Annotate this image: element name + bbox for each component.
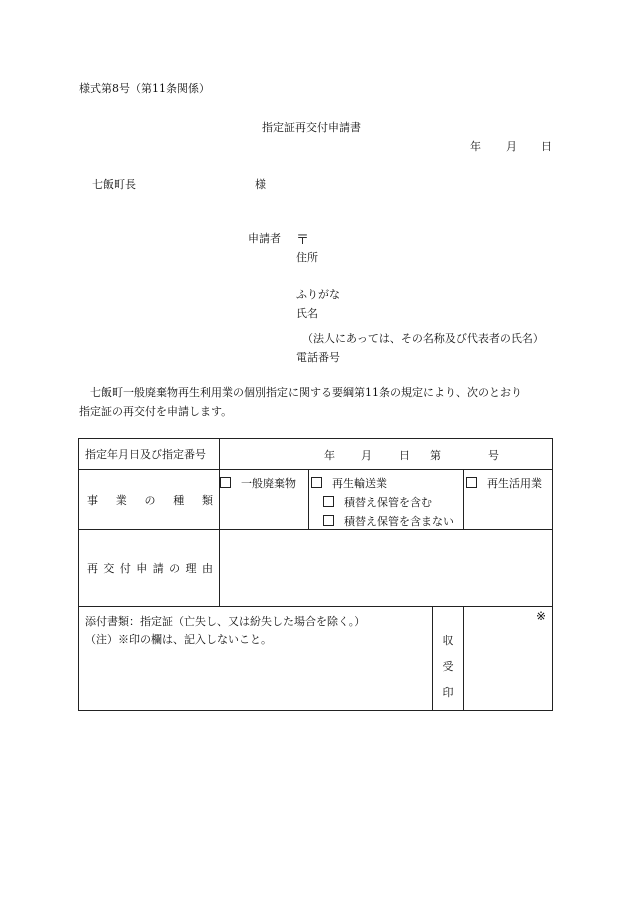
body-text-line2: 指定証の再交付を申請します。 [79, 405, 233, 418]
body-text-line1: 七飯町一般廃棄物再生利用業の個別指定に関する要綱第11条の規定により、次のとおり [90, 386, 522, 399]
date-month: 月 [506, 140, 517, 153]
option-reuse[interactable]: 再生活用業 [464, 470, 553, 530]
table-row [79, 607, 553, 711]
checkbox-transport[interactable] [311, 477, 322, 488]
receipt-stamp-label: 収 受 印 [433, 607, 464, 711]
option-transport[interactable]: 再生輸送業 積替え保管を含む 積替え保管を含まない [309, 470, 464, 530]
name-label: 氏名 [296, 307, 318, 320]
form-title: 指定証再交付申請書 [262, 121, 361, 134]
reference-mark: ※ [535, 609, 546, 623]
addressee-honorific: 様 [255, 178, 266, 191]
designation-date-number-field[interactable] [220, 439, 553, 470]
receipt-stamp-field [464, 607, 553, 711]
name-note: （法人にあっては、その名称及び代表者の氏名） [302, 332, 544, 345]
designation-date-number-label: 指定年月日及び指定番号 [79, 439, 220, 470]
business-type-label: 事 業 の 種 類 [79, 470, 220, 530]
note-line: （注）※印の欄は、記入しないこと。 [85, 633, 272, 646]
checkbox-transfer-storage-excl[interactable] [323, 515, 334, 526]
checkbox-general-waste[interactable] [220, 477, 231, 488]
date-day: 日 [541, 140, 552, 153]
table-row [79, 530, 553, 607]
row1-year: 年 [324, 449, 335, 462]
furigana-label: ふりがな [296, 288, 340, 301]
application-table [78, 438, 553, 711]
reissue-reason-label: 再 交 付 申 請 の 理 由 [79, 530, 220, 607]
date-year: 年 [470, 140, 481, 153]
addressee-name: 七飯町長 [92, 178, 136, 191]
checkbox-transfer-storage-incl[interactable] [323, 496, 334, 507]
attachment-notes [79, 607, 433, 711]
reissue-reason-field[interactable] [220, 530, 553, 607]
row1-go: 号 [488, 449, 499, 462]
phone-label: 電話番号 [296, 351, 340, 364]
applicant-label: 申請者 [248, 232, 281, 245]
table-row [79, 439, 553, 470]
form-number: 様式第8号（第11条関係） [79, 82, 210, 95]
postal-mark: 〒 [296, 233, 310, 248]
address-label: 住所 [296, 251, 318, 264]
row1-day: 日 [399, 449, 410, 462]
checkbox-reuse[interactable] [466, 477, 477, 488]
table-row [79, 470, 553, 530]
option-general-waste[interactable]: 一般廃棄物 [220, 470, 309, 530]
row1-month: 月 [361, 449, 372, 462]
attachment-line: 添付書類：指定証（亡失し、又は紛失した場合を除く。） [85, 615, 366, 628]
row1-dai: 第 [430, 449, 441, 462]
